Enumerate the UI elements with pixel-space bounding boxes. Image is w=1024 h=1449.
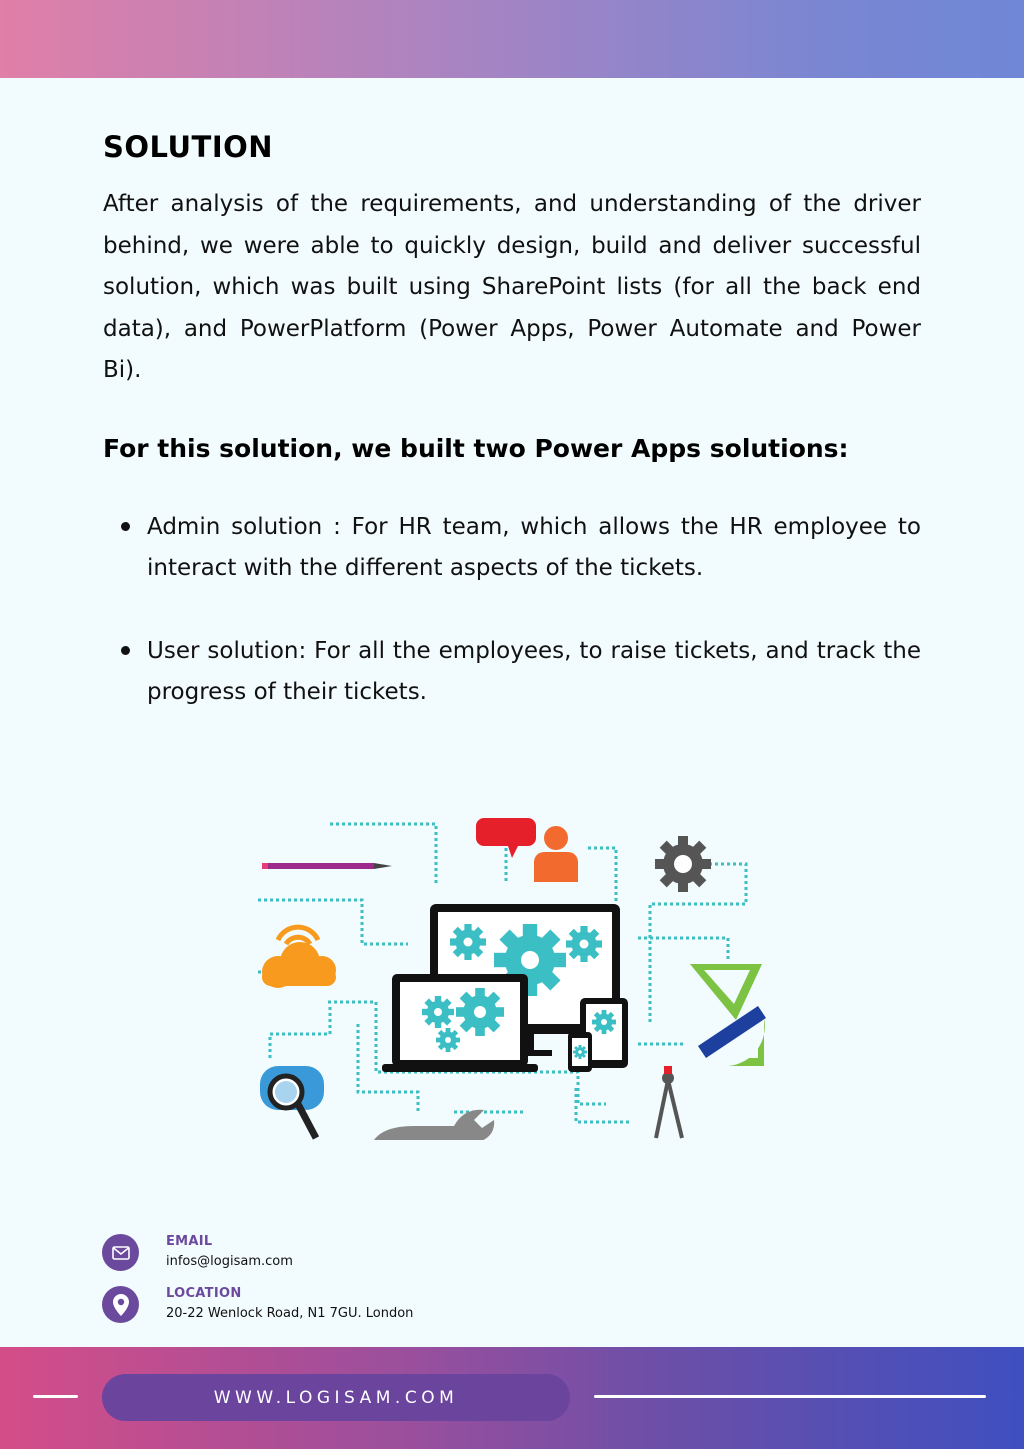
contact-block bbox=[102, 1232, 602, 1336]
intro-paragraph: After analysis of the requirements, and understanding of the driver behind, we were able to quickly design, build and deliver successful solution, which was built using SharePoint lists (for all the back end data), and PowerPlatform (Power Apps, Power Automate and Power Bi). bbox=[103, 191, 921, 383]
bullet-dot-icon bbox=[121, 646, 130, 655]
bullet-text: User solution: For all the employees, to raise tickets, and track the progress of their tickets. bbox=[147, 637, 921, 705]
footer-divider-right bbox=[594, 1395, 986, 1398]
list-item-admin-solution bbox=[103, 507, 921, 590]
location-label: LOCATION bbox=[166, 1286, 242, 1301]
devices-gears-illustration bbox=[258, 812, 766, 1140]
footer-divider-left bbox=[33, 1395, 78, 1398]
bullet-dot-icon bbox=[121, 522, 130, 531]
list-item-user-solution bbox=[103, 631, 921, 714]
location-value: 20-22 Wenlock Road, N1 7GU. London bbox=[166, 1306, 414, 1321]
bullet-text: Admin solution : For HR team, which allows the HR employee to interact with the different aspects of the tickets. bbox=[147, 513, 921, 581]
email-label: EMAIL bbox=[166, 1234, 213, 1249]
website-url[interactable]: WWW.LOGISAM.COM bbox=[213, 1387, 459, 1408]
solutions-list bbox=[103, 507, 921, 714]
header-gradient-band bbox=[0, 0, 1024, 78]
section-heading: SOLUTION bbox=[103, 130, 274, 164]
email-value[interactable]: infos@logisam.com bbox=[166, 1254, 293, 1269]
contact-location bbox=[102, 1284, 602, 1336]
website-pill[interactable] bbox=[102, 1374, 570, 1421]
contact-email bbox=[102, 1232, 602, 1284]
main-content bbox=[103, 130, 921, 714]
footer-band bbox=[0, 1347, 1024, 1449]
solutions-subheading: For this solution, we built two Power Apps solutions: bbox=[103, 433, 849, 463]
map-pin-icon bbox=[102, 1286, 139, 1323]
mail-icon bbox=[102, 1234, 139, 1271]
